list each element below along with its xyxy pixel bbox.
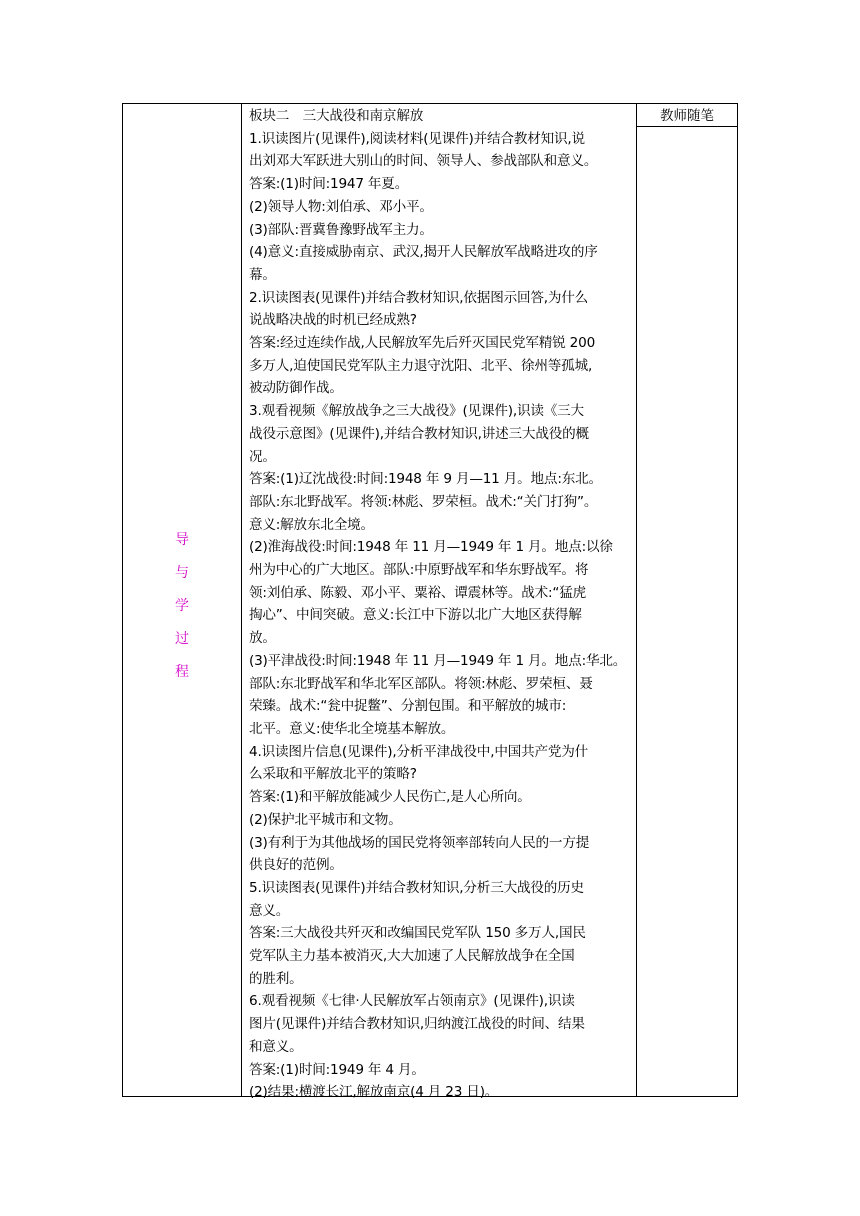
content-line: 4.识读图片信息(见课件),分析平津战役中,中国共产党为什 — [249, 743, 589, 760]
content-line: 幕。 — [249, 266, 276, 283]
content-line: 放。 — [249, 630, 276, 647]
column-divider — [241, 104, 242, 1096]
content-line: 战役示意图》(见课件),并结合教材知识,讲述三大战役的概 — [249, 425, 589, 442]
content-line: 答案:(1)和平解放能减少人民伤亡,是人心所向。 — [249, 789, 531, 806]
content-line: 意义。 — [249, 902, 290, 919]
content-line: 州为中心的广大地区。部队:中原野战军和华东野战军。将 — [249, 562, 589, 579]
content-line: 么采取和平解放北平的策略? — [249, 766, 417, 783]
side-label — [123, 524, 241, 689]
side-label-char: 学 — [175, 598, 189, 614]
content-line: 和意义。 — [249, 1038, 303, 1055]
content-line: (2)领导人物:刘伯承、邓小平。 — [249, 198, 433, 215]
lesson-content — [249, 105, 633, 1104]
content-line: 多万人,迫使国民党军队主力退守沈阳、北平、徐州等孤城, — [249, 357, 593, 374]
side-label-char: 与 — [175, 565, 189, 581]
content-line: 出刘邓大军跃进大别山的时间、领导人、参战部队和意义。 — [249, 153, 598, 170]
content-line: 答案:(1)辽沈战役:时间:1948 年 9 月—11 月。地点:东北。 — [249, 471, 602, 488]
content-line: 图片(见课件)并结合教材知识,归纳渡江战役的时间、结果 — [249, 1016, 585, 1033]
content-line: 荣臻。战术:“瓮中捉鳖”、分割包围。和平解放的城市: — [249, 698, 567, 715]
content-line: 答案:(1)时间:1949 年 4 月。 — [249, 1061, 425, 1078]
content-line: 1.识读图片(见课件),阅读材料(见课件)并结合教材知识,说 — [249, 130, 585, 147]
content-line: 北平。意义:使华北全境基本解放。 — [249, 720, 455, 737]
content-line: 掏心”、中间突破。意义:长江中下游以北广大地区获得解 — [249, 607, 582, 624]
content-line: 答案:经过连续作战,人民解放军先后歼灭国民党军精锐 200 — [249, 335, 596, 352]
content-line: 说战略决战的时机已经成熟? — [249, 312, 417, 329]
content-line: 答案:(1)时间:1947 年夏。 — [249, 176, 409, 193]
teacher-notes-header: 教师随笔 — [637, 104, 737, 127]
column-divider — [636, 104, 637, 1096]
content-line: (2)结果:横渡长江,解放南京(4 月 23 日)。 — [249, 1084, 499, 1101]
side-label-char: 过 — [175, 631, 189, 647]
content-line: 部队:东北野战军和华北军区部队。将领:林彪、罗荣桓、聂 — [249, 675, 593, 692]
content-line: 3.观看视频《解放战争之三大战役》(见课件),识读《三大 — [249, 403, 584, 420]
content-line: 6.观看视频《七律·人民解放军占领南京》(见课件),识读 — [249, 993, 575, 1010]
side-label-char: 导 — [175, 532, 189, 548]
content-line: 被动防御作战。 — [249, 380, 343, 397]
lesson-table — [122, 103, 738, 1101]
content-line: 况。 — [249, 448, 276, 465]
section-title: 板块二 三大战役和南京解放 — [249, 108, 424, 124]
content-line: (2)淮海战役:时间:1948 年 11 月—1949 年 1 月。地点:以徐 — [249, 539, 613, 556]
content-line: 的胜利。 — [249, 970, 303, 987]
content-line: 党军队主力基本被消灭,大大加速了人民解放战争在全国 — [249, 948, 575, 965]
content-line: (2)保护北平城市和文物。 — [249, 811, 402, 828]
side-label-char: 程 — [175, 664, 189, 680]
content-line: 领:刘伯承、陈毅、邓小平、粟裕、谭震林等。战术:“猛虎 — [249, 584, 587, 601]
content-line: 部队:东北野战军。将领:林彪、罗荣桓。战术:“关门打狗”。 — [249, 493, 598, 510]
content-line: (3)部队:晋冀鲁豫野战军主力。 — [249, 221, 433, 238]
content-line: (3)平津战役:时间:1948 年 11 月—1949 年 1 月。地点:华北。 — [249, 652, 627, 669]
content-line: (4)意义:直接威胁南京、武汉,揭开人民解放军战略进攻的序 — [249, 244, 598, 261]
content-line: 5.识读图表(见课件)并结合教材知识,分析三大战役的历史 — [249, 879, 584, 896]
content-line: 意义:解放东北全境。 — [249, 516, 374, 533]
content-line: 2.识读图表(见课件)并结合教材知识,依据图示回答,为什么 — [249, 289, 589, 306]
content-lines — [249, 128, 633, 1104]
content-line: 答案:三大战役共歼灭和改编国民党军队 150 多万人,国民 — [249, 925, 586, 942]
content-line: (3)有利于为其他战场的国民党将领率部转向人民的一方提 — [249, 834, 590, 851]
content-line: 供良好的范例。 — [249, 857, 343, 874]
